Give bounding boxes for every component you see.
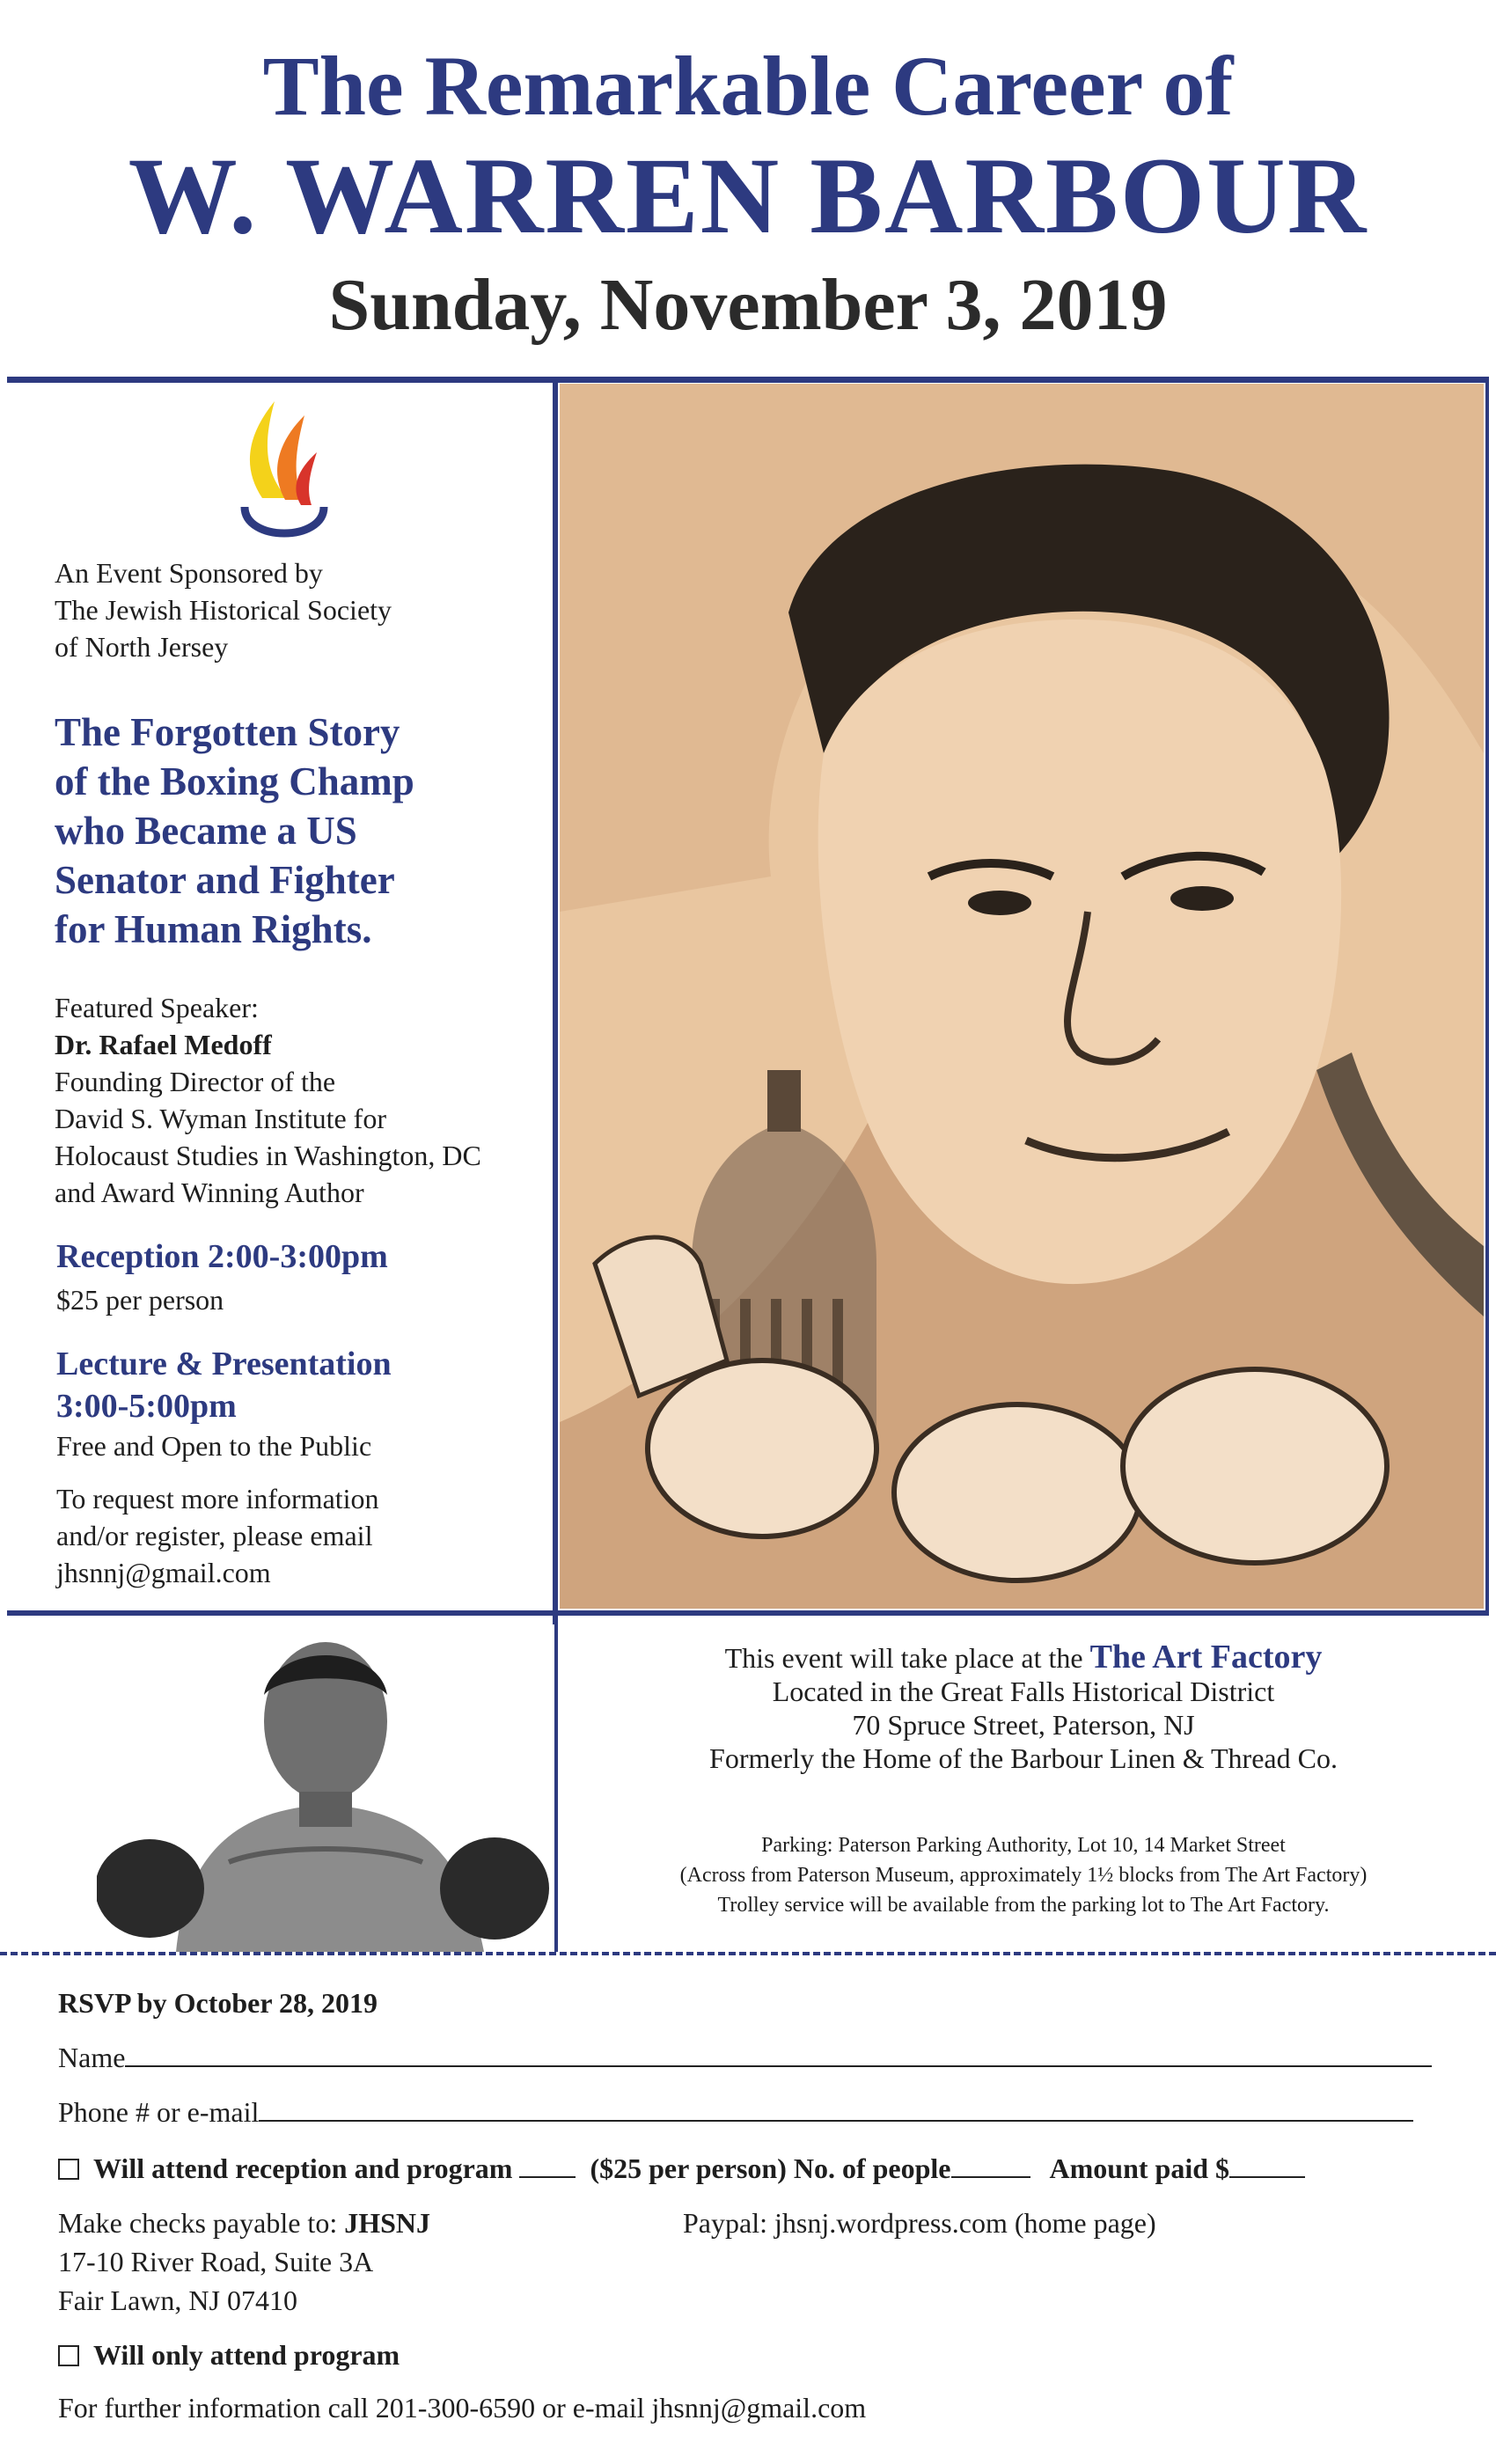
- speaker-line-1: Founding Director of the: [55, 1066, 336, 1097]
- barbour-portrait-sketch: [560, 384, 1484, 1609]
- parking-line-1: Parking: Paterson Parking Authority, Lot 10, 14 Market Street: [761, 1834, 1286, 1857]
- rsvp-deadline: RSVP by October 28, 2019: [58, 1987, 378, 2019]
- phone-field[interactable]: [259, 2097, 1413, 2122]
- parking-block: [561, 1830, 1485, 1920]
- parking-line-3: Trolley service will be available from the parking lot to The Art Factory.: [717, 1894, 1330, 1917]
- tagline-line-2: of the Boxing Champ: [55, 759, 414, 803]
- phone-label: Phone # or e-mail: [58, 2096, 260, 2128]
- contact-line-1: To request more information: [56, 1483, 379, 1514]
- mid-divider: [7, 1610, 1489, 1616]
- flame-menorah-icon: [236, 394, 333, 544]
- venue-intro-line: [561, 1640, 1485, 1675]
- contact-block: [56, 1480, 549, 1591]
- sponsor-line-3: of North Jersey: [55, 631, 229, 663]
- name-row: [58, 2040, 1440, 2075]
- people-field[interactable]: [951, 2153, 1030, 2178]
- event-date: Sunday, November 3, 2019: [328, 264, 1168, 346]
- venue-name: The Art Factory: [1089, 1639, 1323, 1676]
- speaker-line-2: David S. Wyman Institute for: [55, 1103, 386, 1134]
- boxer-photo: [97, 1624, 554, 1952]
- sponsor-line-1: An Event Sponsored by: [55, 557, 323, 589]
- title-line-1: The Remarkable Career of: [262, 39, 1234, 133]
- checkbox-icon[interactable]: [58, 2345, 79, 2366]
- option1-blank[interactable]: [519, 2153, 576, 2178]
- venue-line-3: Formerly the Home of the Barbour Linen & Thread Co.: [709, 1742, 1338, 1774]
- contact-line-2: and/or register, please email: [56, 1520, 373, 1551]
- sponsor-line-2: The Jewish Historical Society: [55, 594, 392, 626]
- parking-line-2: (Across from Paterson Museum, approximately 1½ blocks from The Art Factory): [679, 1864, 1368, 1887]
- option1-label: Will attend reception and program: [93, 2152, 513, 2184]
- lecture-title: Lecture & Presentation: [56, 1346, 392, 1382]
- reception-block: [56, 1236, 549, 1318]
- lecture-time: 3:00-5:00pm: [56, 1388, 237, 1425]
- footer-info: For further information call 201-300-6590 or e-mail jhsnnj@gmail.com: [58, 2392, 867, 2424]
- phone-row: [58, 2094, 1440, 2130]
- name-field[interactable]: [125, 2042, 1432, 2067]
- sponsor-block: [55, 554, 547, 665]
- venue-line-2: 70 Spruce Street, Paterson, NJ: [852, 1709, 1195, 1741]
- speaker-line-4: and Award Winning Author: [55, 1177, 364, 1208]
- option2-label: Will only attend program: [93, 2339, 400, 2371]
- option-reception-row: [58, 2151, 1466, 2186]
- checks-line: [58, 2205, 430, 2240]
- option1-people-label: ($25 per person) No. of people: [590, 2152, 951, 2184]
- contact-email[interactable]: jhsnnj@gmail.com: [56, 1557, 271, 1588]
- checks-label: Make checks payable to:: [58, 2207, 338, 2239]
- amount-label: Amount paid $: [1049, 2152, 1229, 2184]
- amount-field[interactable]: [1229, 2153, 1305, 2178]
- speaker-label: Featured Speaker:: [55, 992, 259, 1023]
- checks-payee: JHSNJ: [344, 2207, 430, 2239]
- name-label: Name: [58, 2042, 126, 2073]
- lecture-note: Free and Open to the Public: [56, 1430, 372, 1462]
- checkbox-icon[interactable]: [58, 2159, 79, 2180]
- cut-line: [0, 1952, 1496, 1955]
- tagline-line-3: who Became a US: [55, 809, 357, 853]
- speaker-line-3: Holocaust Studies in Washington, DC: [55, 1140, 481, 1171]
- reception-price: $25 per person: [56, 1284, 224, 1316]
- tagline-line-1: The Forgotten Story: [55, 710, 400, 754]
- option-program-row: [58, 2337, 400, 2372]
- checks-block: [58, 2205, 430, 2318]
- portrait-border-right: [1485, 380, 1489, 1614]
- lecture-block: [56, 1343, 549, 1464]
- speaker-name: Dr. Rafael Medoff: [55, 1029, 272, 1060]
- venue-intro: This event will take place at the: [724, 1642, 1083, 1674]
- address-line-2: Fair Lawn, NJ 07410: [58, 2284, 297, 2316]
- title-line-2: W. WARREN BARBOUR: [128, 136, 1368, 256]
- paypal-info[interactable]: Paypal: jhsnj.wordpress.com (home page): [683, 2207, 1156, 2239]
- tagline-block: [55, 708, 547, 954]
- venue-block: [561, 1640, 1485, 1775]
- speaker-block: [55, 989, 552, 1211]
- venue-line-1: Located in the Great Falls Historical District: [772, 1676, 1275, 1707]
- tagline-line-5: for Human Rights.: [55, 907, 372, 951]
- tagline-line-4: Senator and Fighter: [55, 858, 395, 902]
- top-divider: [7, 377, 1489, 383]
- address-line-1: 17-10 River Road, Suite 3A: [58, 2246, 374, 2277]
- reception-title: Reception 2:00-3:00pm: [56, 1238, 388, 1275]
